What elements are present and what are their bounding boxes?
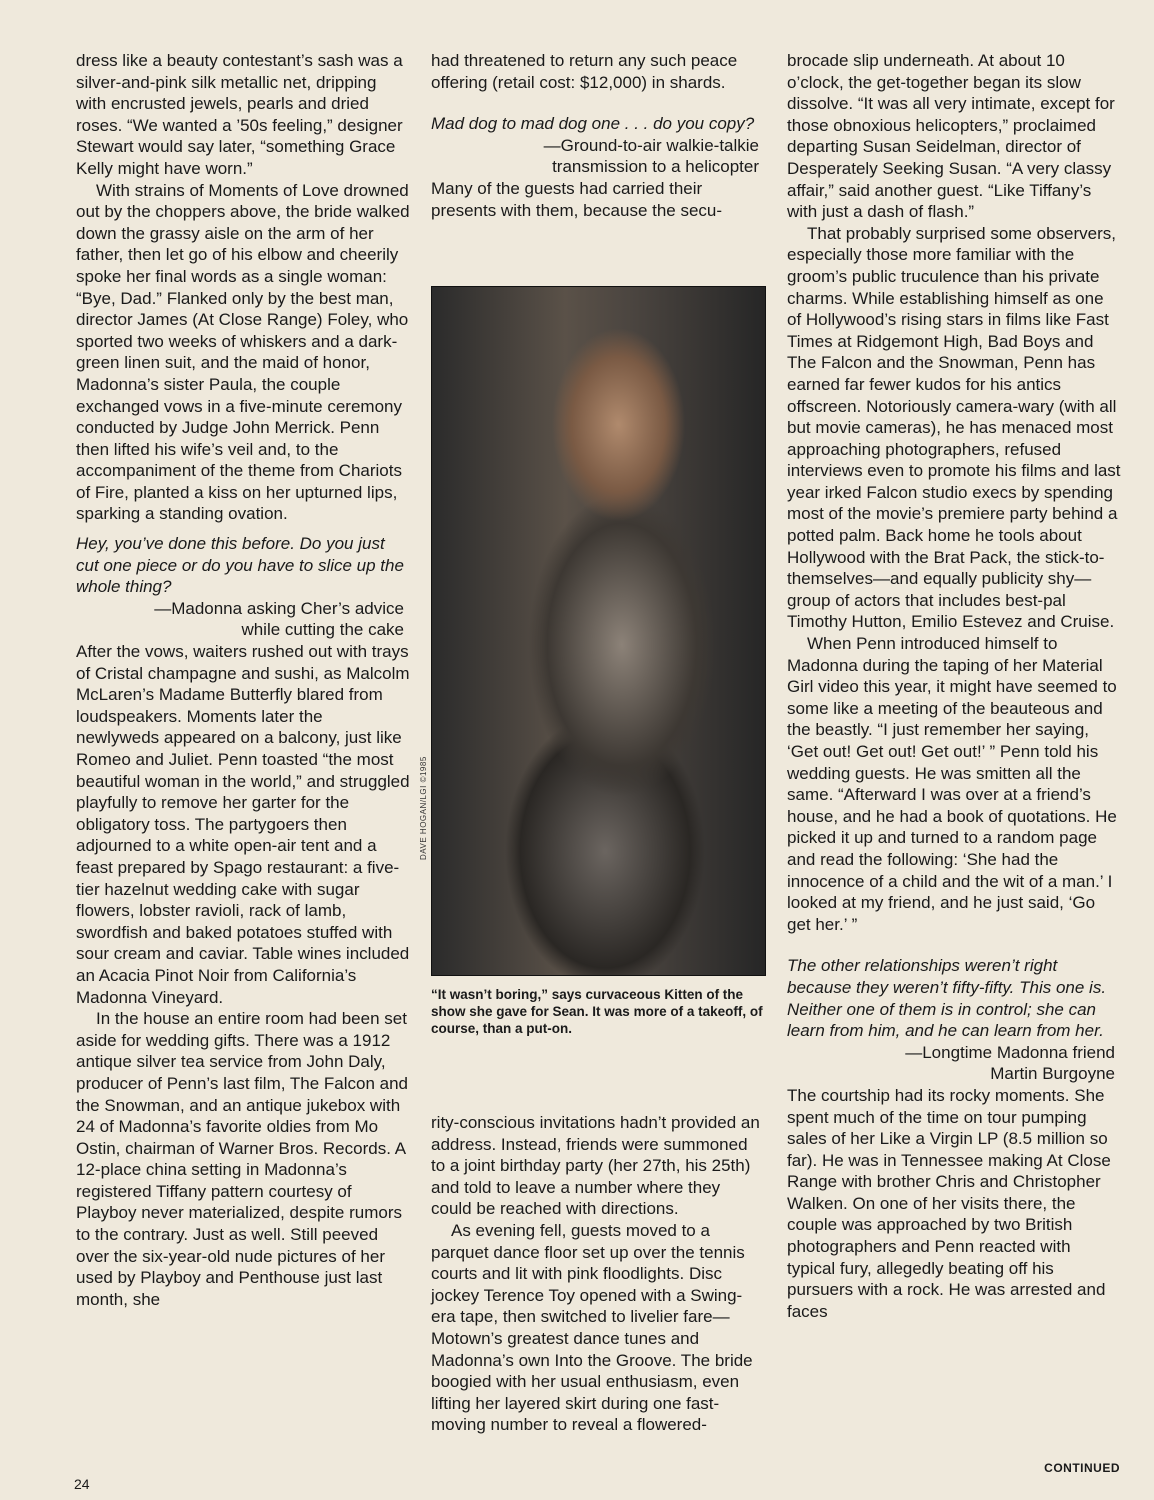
quote-attribution: —Ground-to-air walkie-talkie (543, 135, 759, 155)
quote-attribution: transmission to a helicopter (552, 157, 759, 177)
photo-caption: “It wasn’t boring,” says curvaceous Kitten of the show she gave for Sean. It was more of a takeoff, of course, than a put-on. (431, 987, 763, 1036)
paragraph: rity-conscious invitations hadn’t provided an address. Instead, friends were summoned to a joint birthday party (her 27th, his 25th) and told to leave a number where they could be reached with directions. (431, 1113, 760, 1219)
quote-attribution: Martin Burgoyne (990, 1064, 1115, 1084)
quote-attribution: —Longtime Madonna friend (905, 1042, 1115, 1062)
column-3 (787, 50, 1121, 1322)
paragraph: In the house an entire room had been set aside for wedding gifts. There was a 1912 antique silver tea service from John Daly, producer of Penn’s last film, The Falcon and the Snowman, and an antique jukebox with 24 of Madonna’s favorite oldies from Mo Ostin, chairman of Warner Bros. Records. A 12-place china setting in Madonna’s registered Tiffany pattern courtesy of Playboy never materialized, despite rumors to the contrary. Just as well. Still peeved over the six-year-old nude pictures of her used by Playboy and Penthouse just last month, she (76, 1009, 408, 1309)
paragraph: had threatened to return any such peace offering (retail cost: $12,000) in shards. (431, 51, 738, 92)
paragraph: That probably surprised some observers, especially those more familiar with the groom’s public truculence than his private charms. While establishing himself as one of Hollywood’s rising stars in films like Fast Times at Ridgemont High, Bad Boys and The Falcon and the Snowman, Penn has earned far fewer kudos for his antics offscreen. Notoriously camera-wary (with all but movie cameras), he has menaced most approaching photographers, refused interviews even to promote his films and last year irked Falcon studio execs by spending most of the movie’s premiere party behind a potted palm. Back home he tools about Hollywood with the Brat Pack, the stick-to-themselves—and equally publicity shy—group of actors that includes best-pal Timothy Hutton, Emilio Estevez and Cruise. (787, 223, 1121, 632)
column-2-top (431, 50, 765, 221)
quote-attribution: while cutting the cake (241, 620, 404, 640)
quote-attribution: —Madonna asking Cher’s advice (154, 598, 404, 618)
paragraph: When Penn introduced himself to Madonna during the taping of her Material Girl video this year, it might have seemed to some like a meeting of the beauteous and the beastly. “I just remember her saying, ‘Get out! Get out! Get out!’ ” Penn told his wedding guests. He was smitten all the same. “Afterward I was over at a friend’s house, and he had a book of quotations. He picked it up and turned to a random page and read the following: ‘She had the innocence of a child and the wit of a man.’ I looked at my friend, and he just said, ‘Go get her.’ ” (787, 634, 1117, 934)
pull-quote: Mad dog to mad dog one . . . do you copy? (431, 114, 755, 134)
paragraph: After the vows, waiters rushed out with trays of Cristal champagne and sushi, as Malcolm McLaren’s Madame Butterfly blared from loudspeakers. Moments later the newlyweds appeared on a balcony, just like Romeo and Juliet. Penn toasted “the most beautiful woman in the world,” and struggled playfully to remove her garter for the obligatory toss. The partygoers then adjourned to a white open-air tent and a feast prepared by Spago restaurant: a five-tier hazelnut wedding cake with sugar flowers, lobster ravioli, rack of lamb, swordfish and baked potatoes stuffed with sour cream and caviar. Table wines included an Acacia Pinot Noir from California’s Madonna Vineyard. (76, 642, 410, 1007)
column-1 (76, 50, 410, 1310)
pull-quote: The other relationships weren’t right because they weren’t fifty-fifty. This one is. Neither one of them is in control; she can learn from him, and he can learn from her. (787, 956, 1107, 1041)
paragraph: dress like a beauty contestant’s sash was a silver-and-pink silk metallic net, dripping with encrusted jewels, pearls and dried roses. “We wanted a ’50s feeling,” designer Stewart would say later, “something Grace Kelly might have worn.” (76, 51, 403, 178)
page-number: 24 (74, 1476, 90, 1492)
pull-quote: Hey, you’ve done this before. Do you just cut one piece or do you have to slice up the whole thing? (76, 534, 404, 597)
paragraph: The courtship had its rocky moments. She spent much of the time on tour pumping sales of her Like a Virgin LP (8.5 million so far). He was in Tennessee making At Close Range with brother Chris and Christopher Walken. On one of her visits there, the couple was approached by two British photographers and Penn reacted with typical fury, allegedly beating off his pursuers with a rock. He was arrested and faces (787, 1085, 1111, 1321)
paragraph: As evening fell, guests moved to a parquet dance floor set up over the tennis courts and lit with pink floodlights. Disc jockey Terence Toy opened with a Swing-era tape, then switched to livelier fare—Motown’s greatest dance tunes and Madonna’s own Into the Groove. The bride boogied with her usual enthusiasm, even lifting her layered skirt during one fast-moving number to reveal a flowered- (431, 1220, 753, 1435)
photo-credit: DAVE HOGAN/LGI ©1985 (419, 756, 428, 860)
paragraph: Many of the guests had carried their presents with them, because the secu- (431, 178, 723, 220)
paragraph: brocade slip underneath. At about 10 o’clock, the get-together began its slow dissolve. “It was all very intimate, except for those obnoxious helicopters,” proclaimed departing Susan Seidelman, director of Desperately Seeking Susan. “A very classy affair,” said another guest. “Like Tiffany’s with just a dash of flash.” (787, 51, 1115, 222)
photo-kitten (431, 286, 766, 976)
column-2-bottom (431, 1112, 765, 1436)
paragraph: With strains of Moments of Love drowned out by the choppers above, the bride walked down the grassy aisle on the arm of her father, then let go of his elbow and cheerily spoke her final words as a single woman: “Bye, Dad.” Flanked only by the best man, director James (At Close Range) Foley, who sported two weeks of whiskers and a dark-green linen suit, and the maid of honor, Madonna’s sister Paula, the couple exchanged vows in a five-minute ceremony conducted by Judge John Merrick. Penn then lifted his wife’s veil and, to the accompaniment of the theme from Chariots of Fire, planted a kiss on her upturned lips, sparking a standing ovation. (76, 180, 410, 524)
continued-label: CONTINUED (1044, 1461, 1120, 1475)
